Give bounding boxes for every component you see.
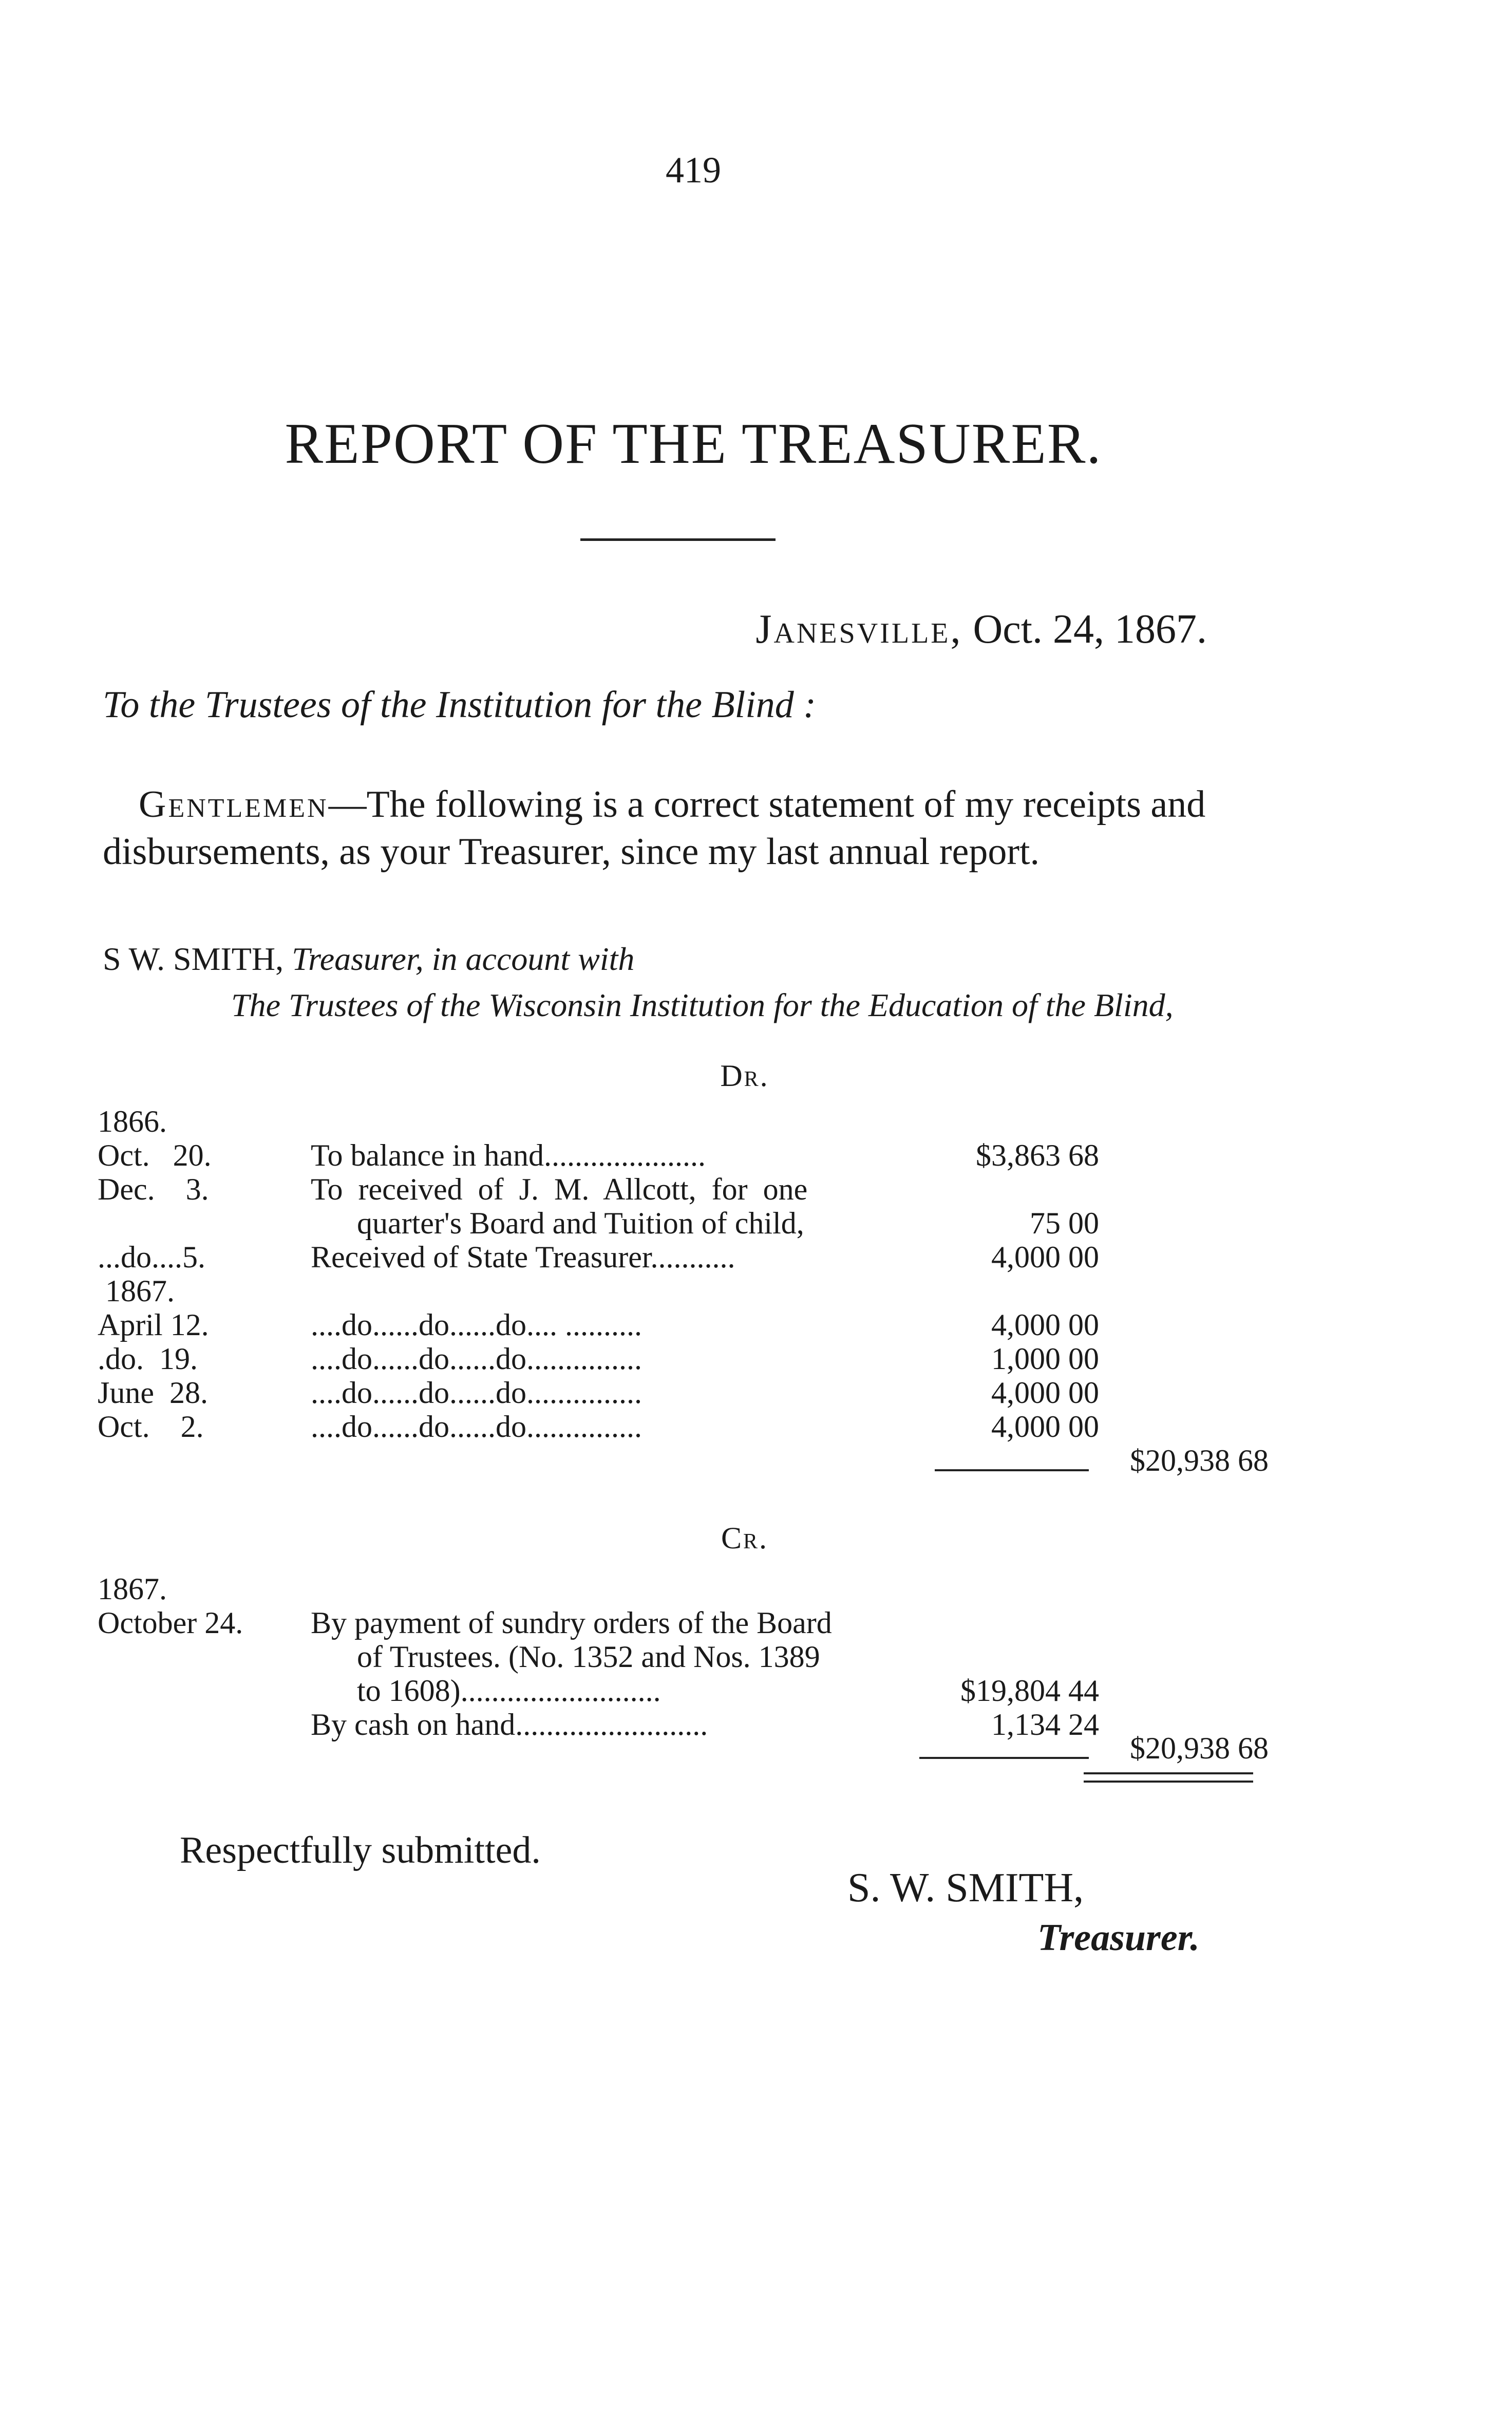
debit-row-date: Oct. 2. [98,1410,204,1444]
debit-row-desc: ....do......do......do............... [311,1342,642,1376]
account-role: Treasurer, in account with [292,941,635,977]
dateline-place: Janesville, [755,607,963,652]
credit-row-amount: $19,804 44 [960,1674,1099,1708]
debit-row-amount: 75 00 [1030,1206,1099,1240]
account-trustees: The Trustees of the Wisconsin Institution for the Education of the Blind, [231,987,1174,1023]
debit-row-amount: 4,000 00 [991,1240,1099,1274]
closing-line: Respectfully submitted. [180,1829,541,1871]
address-line: To the Trustees of the Institution for the Blind : [103,684,816,726]
debit-row-desc: quarter's Board and Tuition of child, [311,1206,804,1240]
debit-row-date: .do. 19. [98,1342,198,1376]
credit-row-date: 1867. [98,1572,167,1606]
debit-heading: Dr. [720,1059,769,1093]
credit-row-desc: By cash on hand......................... [311,1708,708,1741]
debit-row-date: 1867. [98,1274,175,1308]
debit-row-date: Dec. 3. [98,1172,209,1206]
title-rule [580,538,776,541]
credit-total: $20,938 68 [1130,1731,1269,1765]
debit-row-date: 1866. [98,1104,167,1138]
debit-row-desc: Received of State Treasurer........... [311,1240,735,1274]
credit-row-desc: to 1608).......................... [311,1674,661,1708]
signature-name: S. W. SMITH, [847,1865,1084,1910]
credit-heading: Cr. [721,1521,769,1555]
credit-total-double-rule [1084,1772,1253,1783]
debit-row-desc: To received of J. M. Allcott, for one [311,1172,808,1206]
debit-row-date: Oct. 20. [98,1138,212,1172]
signature-title: Treasurer. [1037,1917,1200,1959]
debit-row-desc: ....do......do......do............... [311,1410,642,1444]
credit-row-desc: of Trustees. (No. 1352 and Nos. 1389 [311,1640,820,1674]
account-line [103,940,634,978]
credit-row-date: October 24. [98,1606,243,1640]
salutation-paragraph [103,781,1258,875]
page-number: 419 [666,149,721,191]
credit-row-desc: By payment of sundry orders of the Board [311,1606,832,1640]
dateline-date: Oct. 24, 1867. [973,607,1207,652]
debit-row-desc: ....do......do......do.... .......... [311,1308,642,1342]
account-name: S W. SMITH, [103,941,284,977]
salutation-text: —The following is a correct statement of my receipts and disbursements, as your Treasurer, since my last annual report. [103,783,1206,873]
debit-row-date: June 28. [98,1376,208,1410]
debit-row-date: ...do....5. [98,1240,205,1274]
debit-row-amount: 4,000 00 [991,1308,1099,1342]
debit-total: $20,938 68 [1130,1444,1269,1477]
debit-row-amount: 1,000 00 [991,1342,1099,1376]
debit-row-amount: 4,000 00 [991,1410,1099,1444]
debit-row-desc: ....do......do......do............... [311,1376,642,1410]
debit-row-desc: To balance in hand..................... [311,1138,706,1172]
salutation-lead: Gentlemen [139,783,329,826]
dateline [719,606,1207,653]
debit-row-amount: $3,863 68 [976,1138,1099,1172]
report-title: REPORT OF THE TREASURER. [285,412,1102,476]
debit-row-date: April 12. [98,1308,209,1342]
debit-row-amount: 4,000 00 [991,1376,1099,1410]
credit-row-amount: 1,134 24 [991,1708,1099,1741]
